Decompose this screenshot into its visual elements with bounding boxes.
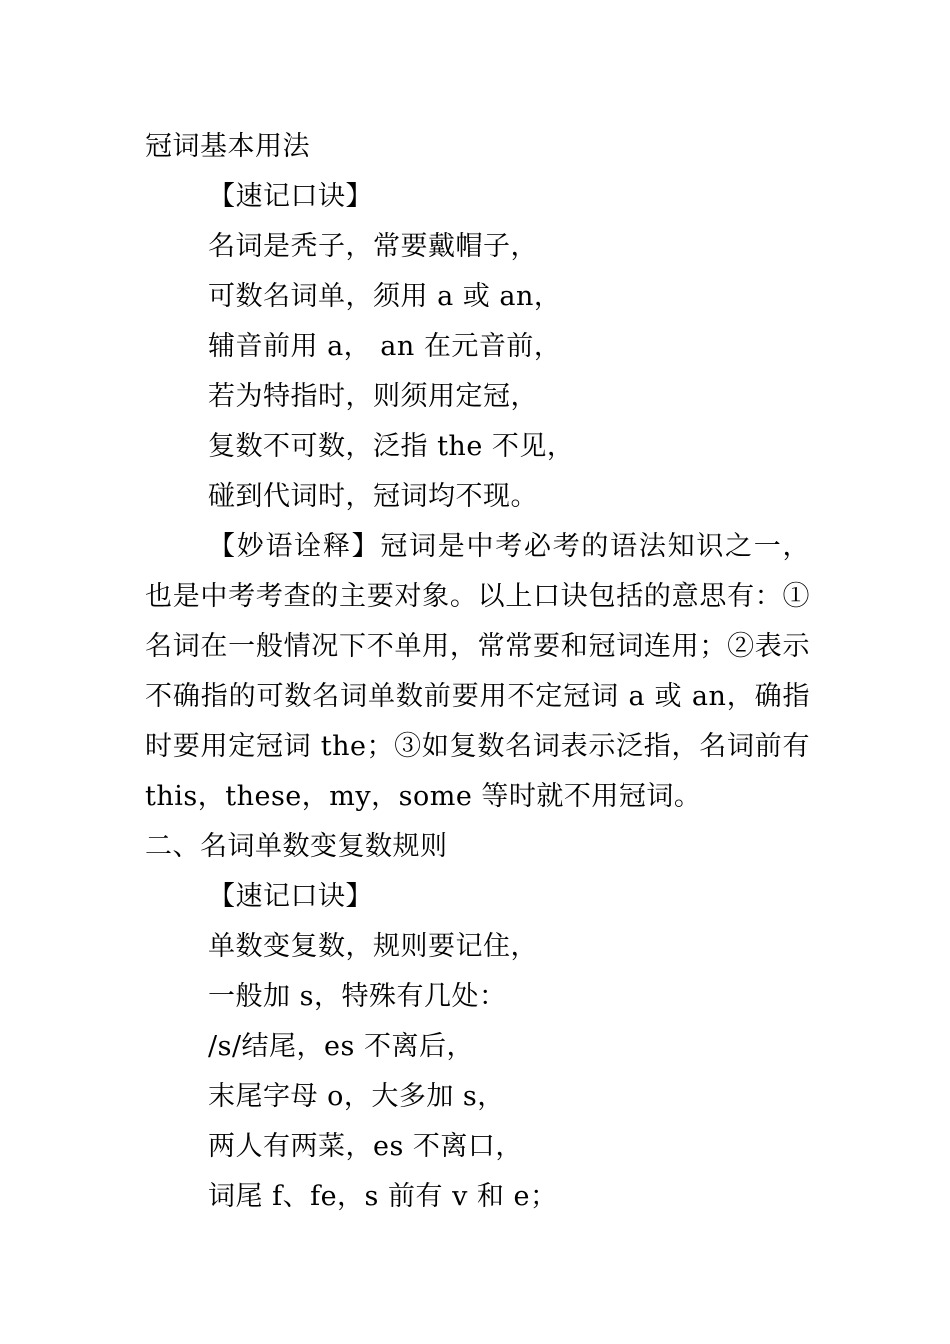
verse-line: 若为特指时，则须用定冠， — [208, 381, 538, 412]
verse-line: 末尾字母 o，大多加 s， — [208, 1081, 505, 1112]
mnemonic-header: 【速记口诀】 — [208, 181, 373, 212]
verse-line: /s/结尾，es 不离后， — [208, 1031, 474, 1062]
mnemonic-header: 【速记口诀】 — [208, 881, 373, 912]
explanation-paragraph: 【妙语诠释】冠词是中考必考的语法知识之一，也是中考考查的主要对象。以上口诀包括的意思有：①名词在一般情况下不单用，常常要和冠词连用；②表示不确指的可数名词单数前要用不定冠词 a 或 an，确指时要用定冠词 the；③如复数名词表示泛指，名词前有 this，these，my，some 等时就不用冠词。 — [145, 531, 810, 812]
page-title: 冠词基本用法 — [145, 131, 310, 162]
verse-line: 一般加 s，特殊有几处： — [208, 981, 507, 1012]
verse-line: 碰到代词时，冠词均不现。 — [208, 481, 538, 512]
verse-line: 可数名词单，须用 a 或 an， — [208, 281, 562, 312]
verse-line: 两人有两菜，es 不离口， — [208, 1131, 523, 1162]
verse-line: 辅音前用 a， an 在元音前， — [208, 331, 562, 362]
verse-line: 复数不可数，泛指 the 不见， — [208, 431, 575, 462]
section-title: 二、名词单数变复数规则 — [145, 831, 448, 862]
document-page — [145, 122, 810, 1222]
verse-line: 名词是秃子，常要戴帽子， — [208, 231, 538, 262]
verse-line: 词尾 f、fe，s 前有 v 和 e； — [208, 1181, 558, 1212]
verse-line: 单数变复数，规则要记住， — [208, 931, 538, 962]
